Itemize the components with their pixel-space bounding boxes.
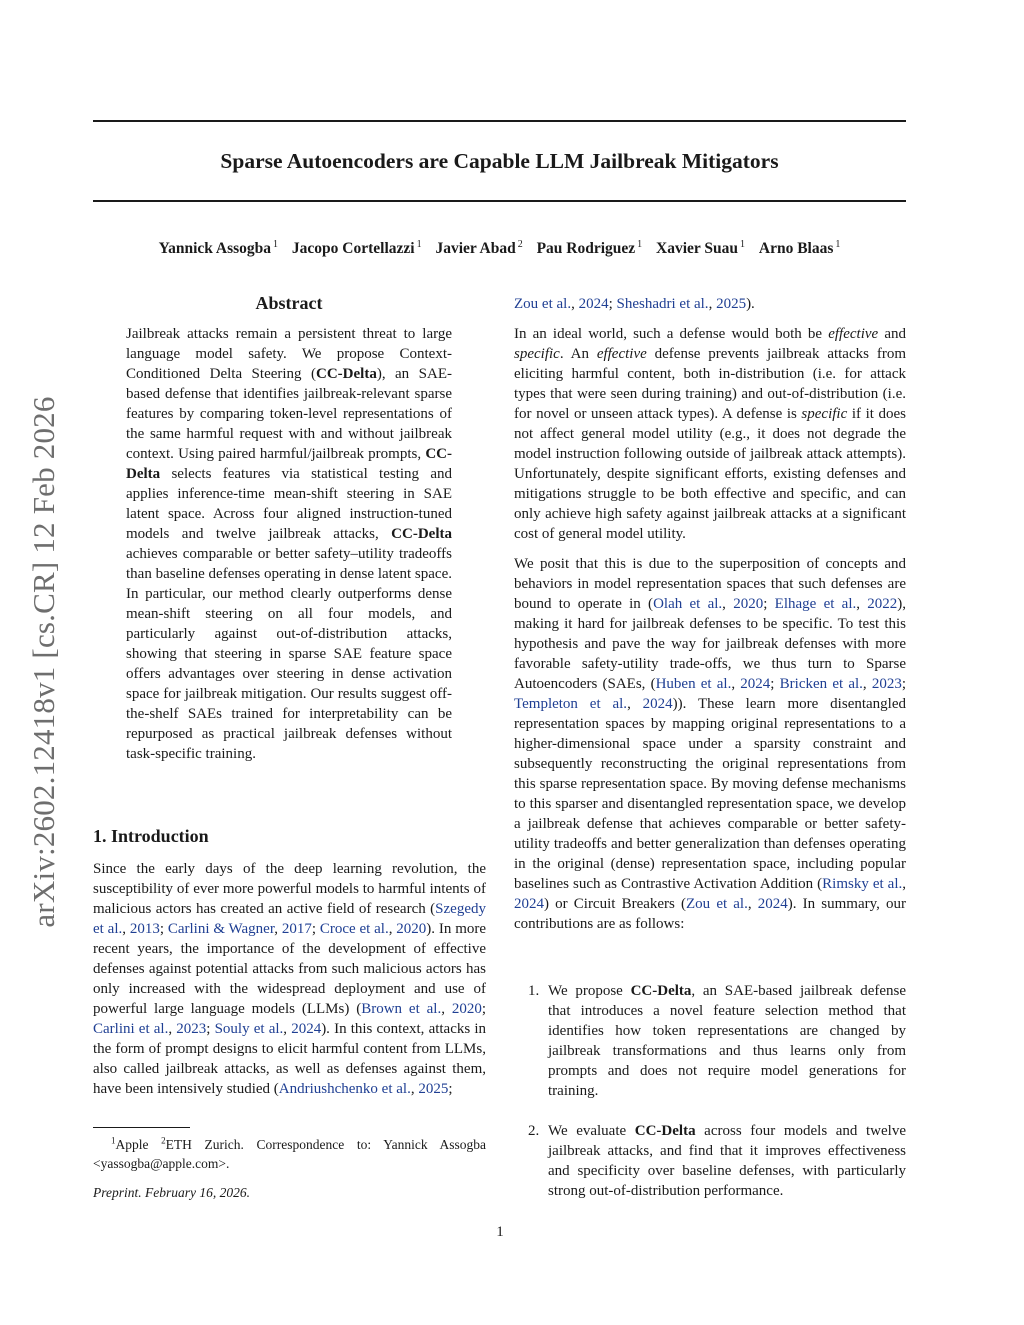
author: Yannick Assogba $^1$: [158, 239, 279, 258]
citation-link[interactable]: 2023: [871, 676, 902, 692]
citation-link[interactable]: Croce et al.: [319, 921, 389, 937]
author-list: [93, 234, 906, 260]
citation-link[interactable]: Huben et al.: [655, 676, 732, 692]
citation-link[interactable]: 2025: [716, 296, 747, 312]
citation-link[interactable]: 2024: [291, 1021, 322, 1037]
citation-link[interactable]: 2020: [396, 921, 427, 937]
preprint-note: Preprint. February 16, 2026.: [93, 1185, 250, 1200]
title-rule-top: [93, 120, 906, 122]
abstract-heading: Abstract: [255, 293, 323, 313]
citation-link[interactable]: Brown et al.: [361, 1001, 442, 1017]
citation-link[interactable]: Olah et al.: [653, 596, 723, 612]
citation-link[interactable]: 2020: [451, 1001, 482, 1017]
citation-link[interactable]: Carlini et al.: [93, 1021, 169, 1037]
affiliation-footnote: $^1$Apple $^2$ETH Zurich. Correspondence to: Yannick Assogba <yassogba@apple.com>.: [93, 1135, 486, 1171]
citation-link[interactable]: 2025: [418, 1081, 449, 1097]
citation-link[interactable]: Elhage et al.: [774, 596, 857, 612]
citation-link[interactable]: 2022: [867, 596, 898, 612]
citation-link[interactable]: 2024: [578, 296, 609, 312]
list-item: 1. We propose CC-Delta, an SAE-based jailbreak defense that introduces a novel feature selection method that identifies how token representations are changed by jailbreak transformations and thus learns only from prompts and does not require model generations for training.: [528, 983, 907, 1099]
introduction-paragraph: Since the early days of the deep learning revolution, the susceptibility of ever more powerful models to harmful intents of malicious actors has created an active field of research (Szegedy et al., 2013; Carlini & Wagner, 2017; Croce et al., 2020). In more recent years, the importance of the development of effective defenses against potential attacks from such malicious actors has only increased with the widespread deployment and use of powerful large language models (LLMs) (Brown et al., 2020; Carlini et al., 2023; Souly et al., 2024). In this context, attacks in the form of prompt designs to elicit harmful content from LLMs, also called jailbreak attacks, as well as defenses against them, have been intensively studied (Andriushchenko et al., 2025;: [93, 861, 487, 1097]
abstract-paragraph: Jailbreak attacks remain a persistent threat to large language model safety. We propose Context-Conditioned Delta Steering (CC-Delta), an SAE-based defense that identifies jailbreak-relevant sparse features by comparing token-level representations of the same harmful request with and without jailbreak context. Using paired harmful/jailbreak prompts, CC-Delta selects features via statistical testing and applies inference-time mean-shift steering in SAE latent space. Across four aligned instruction-tuned models and twelve jailbreak attacks, CC-Delta achieves comparable or better safety–utility tradeoffs than baseline defenses operating in dense latent space. In particular, our method clearly outperforms dense mean-shift steering on all four models, and particularly against out-of-distribution attacks, showing that steering in sparse SAE feature space offers advantages over steering in dense activation space for jailbreak mitigation. Our results suggest off-the-shelf SAEs trained for interpretability can be repurposed as practical jailbreak defenses without task-specific training.: [126, 326, 452, 762]
introduction-paragraph-continued: Zou et al., 2024; Sheshadri et al., 2025).: [514, 296, 755, 312]
footnote-rule: [93, 1127, 190, 1128]
list-item: 2. We evaluate CC-Delta across four models and twelve jailbreak attacks, and find that it improves effectiveness and specificity over baseline defenses, with particularly strong out-of-distribution performance.: [528, 1123, 906, 1199]
citation-link[interactable]: Bricken et al.: [779, 676, 863, 692]
introduction-heading: 1. Introduction: [93, 826, 209, 846]
citation-link[interactable]: 2024: [740, 676, 771, 692]
author: Jacopo Cortellazzi $^1$: [291, 239, 422, 258]
citation-link[interactable]: 2024: [514, 896, 544, 912]
citation-link[interactable]: Templeton et al.: [514, 696, 628, 712]
citation-link[interactable]: 2024: [642, 696, 673, 712]
citation-link[interactable]: 2020: [733, 596, 764, 612]
contributions-list: [514, 981, 906, 1221]
citation-link[interactable]: 2023: [176, 1021, 207, 1037]
citation-link[interactable]: 2017: [281, 921, 312, 937]
paper-title: Sparse Autoencoders are Capable LLM Jailbreak Mitigators: [220, 149, 779, 173]
citation-link[interactable]: Sheshadri et al.: [616, 296, 709, 312]
introduction-paragraph: We posit that this is due to the superposition of concepts and behaviors in model representation spaces that such defenses are bound to operate in (Olah et al., 2020; Elhage et al., 2022), making it hard for jailbreak defenses to be specific. To test this hypothesis and pave the way for jailbreak defenses with more favorable safety-utility trade-offs, we thus turn to Sparse Autoencoders (SAEs, (Huben et al., 2024; Bricken et al., 2023; Templeton et al., 2024)). These learn more disentangled representation spaces by mapping original representations to a higher-dimensional space under a sparsity constraint and subsequently reconstructing the original representations from this sparse representation space. By moving defense mechanisms to this sparser and disentangled representation space, we develop a jailbreak defense that achieves comparable or better safety-utility tradeoffs and better generalization than defenses operating in the original (dense) representation space, including popular baselines such as Contrastive Activation Addition (Rimsky et al., 2024) or Circuit Breakers (Zou et al., 2024). In summary, our contributions are as follows:: [514, 556, 907, 932]
author: Arno Blaas $^1$: [758, 239, 841, 258]
author: Javier Abad $^2$: [435, 239, 523, 258]
citation-link[interactable]: Zou et al.: [686, 896, 748, 912]
citation-link[interactable]: Szegedy et al.: [93, 901, 486, 937]
citation-link[interactable]: Carlini & Wagner: [167, 921, 275, 937]
citation-link[interactable]: Zou et al.: [514, 296, 572, 312]
citation-link[interactable]: Souly et al.: [214, 1021, 284, 1037]
citation-link[interactable]: Rimsky et al.: [822, 876, 903, 892]
author: Xavier Suau $^1$: [656, 239, 746, 258]
arxiv-watermark: arXiv:2602.12418v1 [cs.CR] 12 Feb 2026: [26, 396, 61, 928]
citation-link[interactable]: Andriushchenko et al.: [278, 1081, 411, 1097]
citation-link[interactable]: 2013: [129, 921, 160, 937]
page-number: 1: [496, 1224, 504, 1240]
abstract-body: [126, 324, 452, 764]
title-rule-bottom: [93, 200, 906, 202]
citation-link[interactable]: 2024: [757, 896, 788, 912]
author: Pau Rodriguez $^1$: [536, 239, 643, 258]
introduction-paragraph: In an ideal world, such a defense would both be effective and specific. An effective defense prevents jailbreak attacks from eliciting harmful content, both in-distribution (i.e. for attack types that were seen during training) and out-of-distribution (i.e. for novel or unseen attack types). A defense is specific if it does not affect general model utility (e.g., it does not degrade the model instruction following outside of jailbreak attack attempts). Unfortunately, despite significant efforts, existing defenses and mitigations struggle to be both effective and specific, and can only achieve high safety against jailbreak attacks at a significant cost of general model utility.: [514, 326, 906, 542]
